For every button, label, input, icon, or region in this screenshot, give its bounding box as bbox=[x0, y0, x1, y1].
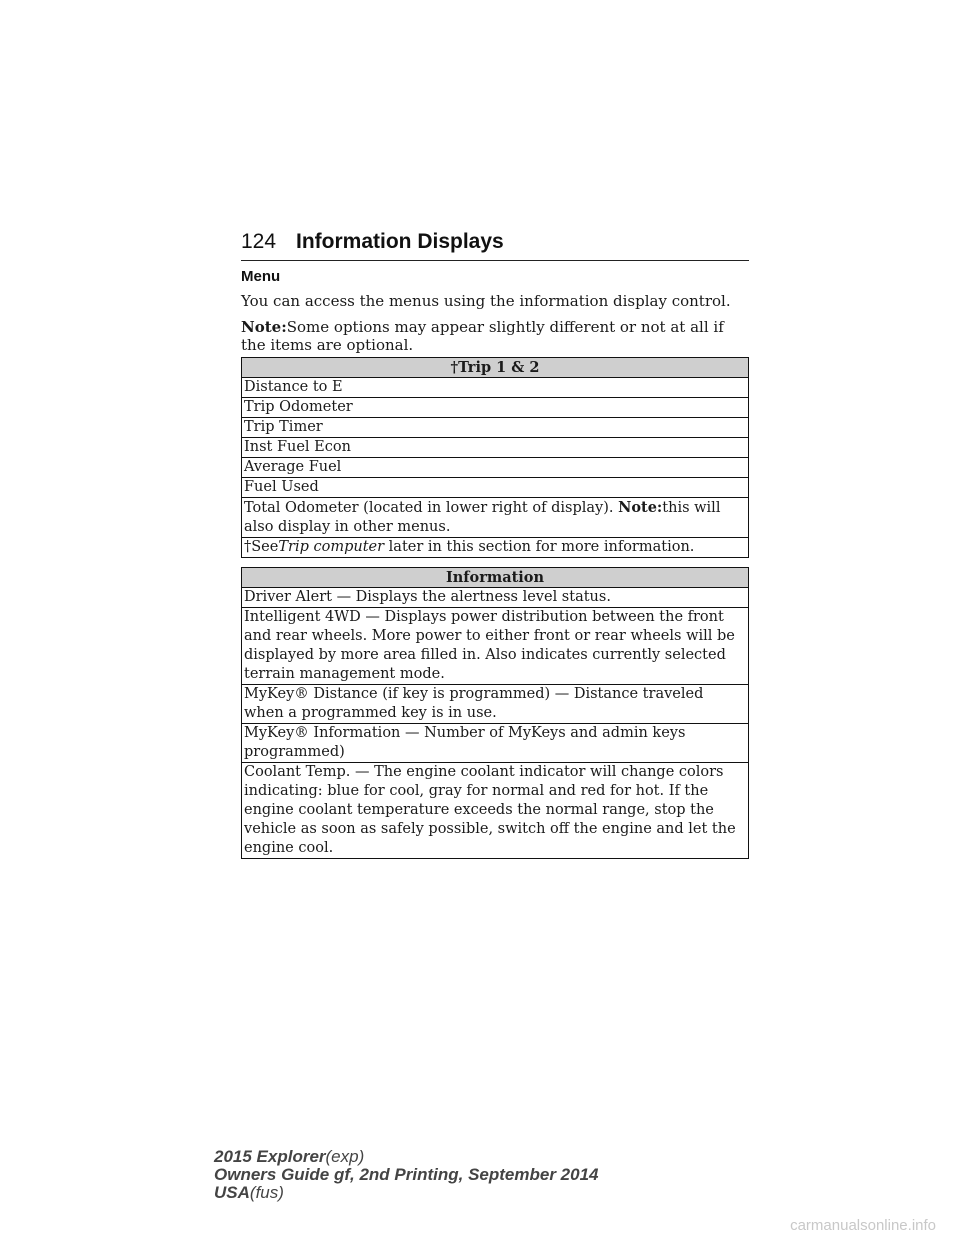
odometer-note-label: Note: bbox=[618, 499, 663, 516]
table-cell: Distance to E bbox=[242, 378, 749, 398]
page-number: 124 bbox=[241, 230, 277, 253]
table-row bbox=[242, 763, 749, 859]
page-header bbox=[241, 228, 749, 261]
footer-model-code: (exp) bbox=[325, 1147, 365, 1166]
table-cell: MyKey® Distance (if key is programmed) — Distance traveled when a programmed key is in use. bbox=[242, 685, 749, 724]
table-row bbox=[242, 724, 749, 763]
table-cell: Intelligent 4WD — Displays power distribution between the front and rear wheels. More power to either front or rear wheels will be displayed by more area filled in. Also indicates currently selected terrain management mode. bbox=[242, 608, 749, 685]
note-text: Some options may appear slightly different or not at all if the items are optional. bbox=[241, 318, 724, 354]
table-cell: Average Fuel bbox=[242, 458, 749, 478]
odometer-note-text: this will also display in other menus. bbox=[244, 500, 721, 535]
footer-guide: Owners Guide gf, 2nd Printing, September 2014 bbox=[214, 1165, 599, 1184]
trip-computer-reference: Trip computer bbox=[278, 539, 385, 555]
table-cell: Inst Fuel Econ bbox=[242, 438, 749, 458]
document-footer bbox=[214, 1148, 598, 1202]
table-row bbox=[242, 458, 749, 478]
footer-model: 2015 Explorer bbox=[214, 1147, 326, 1166]
table-row bbox=[242, 498, 749, 538]
table-cell: Trip Odometer bbox=[242, 398, 749, 418]
trip-table bbox=[241, 357, 749, 558]
note-paragraph bbox=[241, 318, 741, 354]
footer-region: USA bbox=[214, 1183, 250, 1202]
table-row bbox=[242, 438, 749, 458]
table-row bbox=[242, 398, 749, 418]
table-cell: Coolant Temp. — The engine coolant indicator will change colors indicating: blue for cool, gray for normal and red for hot. If the engine coolant temperature exceeds the normal range, stop the vehicle as soon as safely possible, switch off the engine and let the engine cool. bbox=[242, 763, 749, 859]
odometer-cell bbox=[242, 498, 749, 538]
see-prefix: †See bbox=[244, 539, 279, 555]
intro-text: You can access the menus using the information display control. bbox=[241, 292, 731, 310]
table-row bbox=[242, 685, 749, 724]
watermark: carmanualsonline.info bbox=[790, 1217, 936, 1234]
footer-region-code: (fus) bbox=[249, 1183, 284, 1202]
table-row bbox=[242, 588, 749, 608]
section-title: Information Displays bbox=[296, 230, 504, 253]
menu-heading: Menu bbox=[241, 268, 281, 285]
table-cell: Trip Timer bbox=[242, 418, 749, 438]
table-row bbox=[242, 418, 749, 438]
trip-table-title: †Trip 1 & 2 bbox=[242, 358, 749, 378]
table-cell: MyKey® Information — Number of MyKeys and admin keys programmed) bbox=[242, 724, 749, 763]
odometer-text: Total Odometer (located in lower right of display). bbox=[244, 500, 614, 516]
note-label: Note: bbox=[241, 318, 287, 336]
information-table bbox=[241, 567, 749, 859]
information-table-title: Information bbox=[242, 568, 749, 588]
see-suffix: later in this section for more information. bbox=[388, 539, 695, 555]
table-cell: Driver Alert — Displays the alertness level status. bbox=[242, 588, 749, 608]
table-row bbox=[242, 478, 749, 498]
table-row bbox=[242, 378, 749, 398]
see-reference-cell bbox=[242, 538, 749, 558]
table-row bbox=[242, 608, 749, 685]
table-cell: Fuel Used bbox=[242, 478, 749, 498]
table-row bbox=[242, 538, 749, 558]
